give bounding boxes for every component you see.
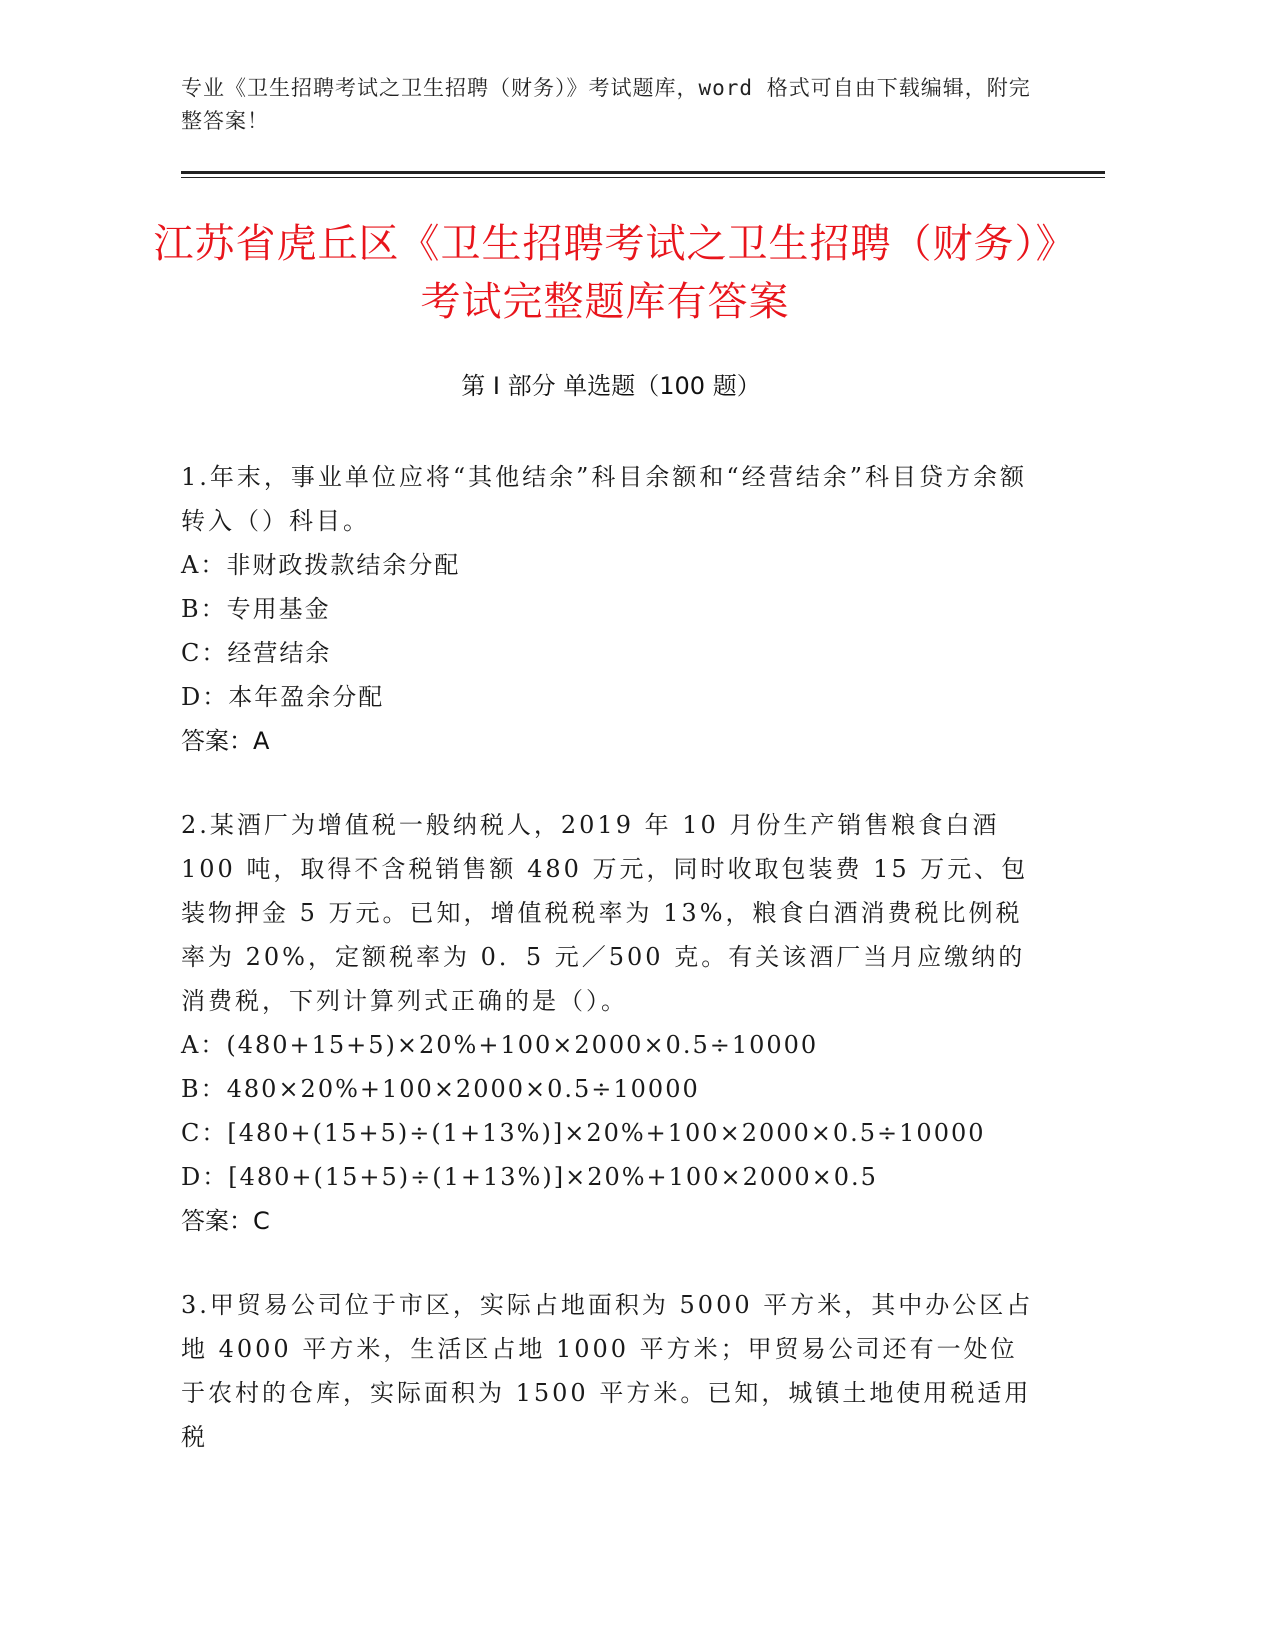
option-d: D：本年盈余分配 (181, 683, 385, 711)
option-c: C：[480+(15+5)÷(1+13%)]×20%+100×2000×0.5÷10000 (181, 1119, 986, 1147)
answer: 答案：A (181, 727, 270, 755)
header-rule-thin (181, 177, 1105, 178)
option-c: C：经营结余 (181, 639, 332, 667)
section-title: 第 I 部分 单选题（100 题） (461, 372, 761, 400)
option-d: D：[480+(15+5)÷(1+13%)]×20%+100×2000×0.5 (181, 1163, 878, 1191)
question-3 (181, 1283, 1041, 1459)
question-stem: 2.某酒厂为增值税一般纳税人，2019 年 10 月份生产销售粮食白酒 100 吨，取得不含税销售额 480 万元，同时收取包装费 15 万元、包装物押金 5 万元。已知，增值税税率为 13%，粮食白酒消费税比例税率为 20%，定额税率为 0．5 元／500 克。有关该酒厂当月应缴纳的消费税，下列计算列式正确的是（）。 (181, 811, 1029, 1015)
option-a: A：(480+15+5)×20%+100×2000×0.5÷10000 (181, 1031, 819, 1059)
answer: 答案：C (181, 1207, 270, 1235)
question-stem: 3.甲贸易公司位于市区，实际占地面积为 5000 平方米，其中办公区占地 4000 平方米，生活区占地 1000 平方米；甲贸易公司还有一处位于农村的仓库，实际面积为 1500 平方米。已知，城镇土地使用税适用税 (181, 1291, 1034, 1451)
question-stem: 1.年末，事业单位应将“其他结余”科目余额和“经营结余”科目贷方余额转入（）科目。 (181, 463, 1027, 535)
option-b: B：480×20%+100×2000×0.5÷10000 (181, 1075, 700, 1103)
option-a: A：非财政拨款结余分配 (181, 551, 461, 579)
question-2 (181, 803, 1041, 1243)
header-note: 专业《卫生招聘考试之卫生招聘（财务）》考试题库，word 格式可自由下载编辑，附完整答案！ (181, 76, 1031, 133)
header-rule-thick (181, 171, 1105, 174)
question-1 (181, 455, 1041, 763)
option-b: B：专用基金 (181, 595, 331, 623)
document-title: 江苏省虎丘区《卫生招聘考试之卫生招聘（财务）》考试完整题库有答案 (153, 221, 1057, 325)
question-list (181, 455, 1041, 1499)
